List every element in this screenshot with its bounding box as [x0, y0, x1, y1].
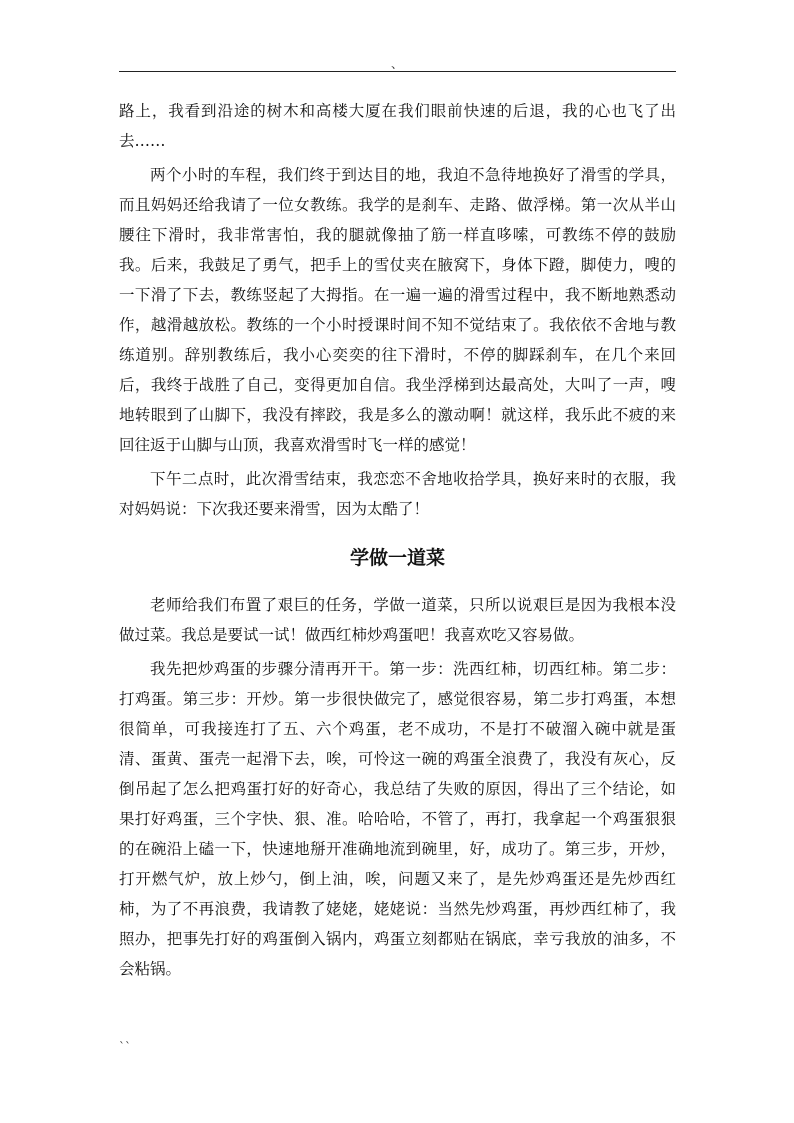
story1-paragraph-2: 两个小时的车程，我们终于到达目的地，我迫不急待地换好了滑雪的学具，而且妈妈还给我请了一位女教练。我学的是刹车、走路、做浮梯。第一次从半山腰往下滑时，我非常害怕，我的腿就像抽了筋一样直哆嗦，可教练不停的鼓励我。后来，我鼓足了勇气，把手上的雪仗夹在腋窝下，身体下蹬，脚使力，嗖的一下滑了下去，教练竖起了大拇指。在一遍一遍的滑雪过程中，我不断地熟悉动作，越滑越放松。教练的一个小时授课时间不知不觉结束了。我依依不舍地与教练道别。辞别教练后，我小心奕奕的往下滑时，不停的脚踩刹车，在几个来回后，我终于战胜了自己，变得更加自信。我坐浮梯到达最高处，大叫了一声，嗖地转眼到了山脚下，我没有摔跤，我是多么的激动啊！就这样，我乐此不疲的来回往返于山脚与山顶，我喜欢滑雪时飞一样的感觉！ [119, 166, 676, 454]
header-rule [119, 71, 676, 72]
story2-paragraph-2: 我先把炒鸡蛋的步骤分清再开干。第一步：洗西红柿，切西红柿。第二步：打鸡蛋。第三步：开炒。第一步很快做完了，感觉很容易，第二步打鸡蛋，本想很简单，可我接连打了五、六个鸡蛋，老不成功，不是打不破溜入碗中就是蛋清、蛋黄、蛋壳一起滑下去，唉，可怜这一碗的鸡蛋全浪费了，我没有灰心，反倒吊起了怎么把鸡蛋打好的好奇心，我总结了失败的原因，得出了三个结论，如果打好鸡蛋，三个字快、狠、准。哈哈哈，不管了，再打，我拿起一个鸡蛋狠狠的在碗沿上磕一下，快速地掰开准确地流到碗里，好，成功了。第三步，开炒，打开燃气炉，放上炒勺，倒上油，唉，问题又来了，是先炒鸡蛋还是先炒西红柿，为了不再浪费，我请教了姥姥，姥姥说：当然先炒鸡蛋，再炒西红柿了，我照办，把事先打好的鸡蛋倒入锅内，鸡蛋立刻都贴在锅底，幸亏我放的油多，不会粘锅。 [119, 660, 676, 978]
footer-mark: `` [119, 1040, 131, 1054]
story2-title: 学做一道菜 [349, 547, 445, 569]
story1-paragraph-3: 下午二点时，此次滑雪结束，我恋恋不舍地收拾学具，换好来时的衣服，我对妈妈说：下次我还要来滑雪，因为太酷了！ [119, 470, 676, 518]
header-mark: 、 [390, 57, 403, 71]
story1-paragraph-1: 路上，我看到沿途的树木和高楼大厦在我们眼前快速的后退，我的心也飞了出去…… [119, 102, 676, 150]
story2-paragraph-1: 老师给我们布置了艰巨的任务，学做一道菜，只所以说艰巨是因为我根本没做过菜。我总是要试一试！做西红柿炒鸡蛋吧！我喜欢吃又容易做。 [119, 596, 676, 644]
page-content [119, 96, 676, 988]
